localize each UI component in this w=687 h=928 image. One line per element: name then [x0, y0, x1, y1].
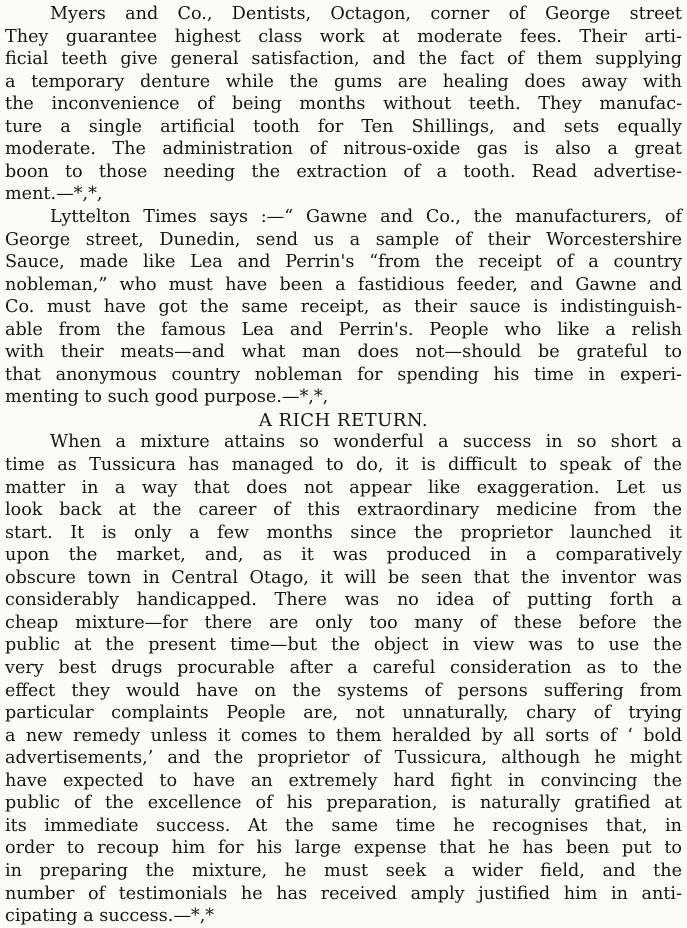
text-line: start. It is only a few months since the proprietor launched it [5, 522, 682, 543]
text-line: public of the excellence of his preparation, is naturally gratified at [5, 793, 682, 814]
text-line: particular complaints People are, not unnaturally, chary of trying [5, 703, 682, 724]
text-line: boon to those needing the extraction of a tooth. Read advertise- [5, 161, 682, 182]
text-line: cheap mixture—for there are only too many of these before the [5, 612, 682, 633]
text-line: Lyttelton Times says :—“ Gawne and Co., the manufacturers, of [50, 207, 682, 227]
text-line: a temporary denture while the gums are healing does away with [5, 71, 682, 92]
article-heading: A RICH RETURN. [258, 409, 429, 431]
text-line: matter in a way that does not appear like exaggeration. Let us [5, 477, 682, 498]
text-line: considerably handicapped. There was no idea of putting forth a [5, 590, 682, 611]
text-line: advertisements,’ and the proprietor of Tussicura, although he might [5, 748, 682, 769]
text-line: have expected to have an extremely hard fight in convincing the [5, 770, 682, 791]
text-line: with their meats—and what man does not—should be grateful to [5, 342, 682, 363]
text-line: menting to such good purpose.—*,*, [5, 387, 329, 408]
text-line: in preparing the mixture, he must seek a wider field, and the [5, 860, 682, 881]
text-line: moderate. The administration of nitrous-oxide gas is also a great [5, 139, 682, 160]
text-line: very best drugs procurable after a careful consideration as to the [5, 658, 682, 678]
text-line: ment.—*,*, [5, 184, 103, 205]
text-line: Myers and Co., Dentists, Octagon, corner of George street [50, 4, 682, 24]
text-line: the inconvenience of being months without teeth. They manufac- [5, 94, 682, 115]
text-line: public at the present time—but the object in view was to use the [5, 635, 682, 656]
text-line: They guarantee highest class work at moderate fees. Their arti- [5, 26, 682, 47]
text-line: number of testimonials he has received amply justified him in anti- [5, 883, 682, 904]
text-line: that anonymous country nobleman for spending his time in experi- [5, 364, 682, 385]
text-line: cipating a success.—*,* [5, 906, 215, 926]
text-line: Sauce, made like Lea and Perrin's “from the receipt of a country [5, 252, 682, 273]
text-line: time as Tussicura has managed to do, it is difficult to speak of the [5, 455, 682, 475]
text-line: a new remedy unless it comes to them heralded by all sorts of ‘ bold [5, 725, 682, 746]
text-line: ficial teeth give general satisfaction, and the fact of them supplying [5, 49, 682, 70]
text-line: able from the famous Lea and Perrin's. People who like a relish [5, 319, 682, 340]
text-line: order to recoup him for his large expense that he has been put to [5, 838, 682, 859]
text-line: upon the market, and, as it was produced in a comparatively [5, 545, 682, 566]
text-line: nobleman,” who must have been a fastidious feeder, and Gawne and [5, 274, 682, 295]
text-line: look back at the career of this extraordinary medicine from the [5, 500, 682, 521]
text-line: effect they would have on the systems of persons suffering from [5, 680, 682, 701]
text-line: Co. must have got the same receipt, as their sauce is indistinguish- [5, 297, 682, 318]
text-line: its immediate success. At the same time he recognises that, in [5, 815, 682, 836]
text-line: George street, Dunedin, send us a sample of their Worcestershire [5, 229, 682, 250]
text-line: ture a single artificial tooth for Ten Shillings, and sets equally [5, 116, 682, 137]
text-line: When a mixture attains so wonderful a success in so short a [50, 432, 682, 453]
text-line: obscure town in Central Otago, it will be seen that the inventor was [5, 567, 682, 588]
